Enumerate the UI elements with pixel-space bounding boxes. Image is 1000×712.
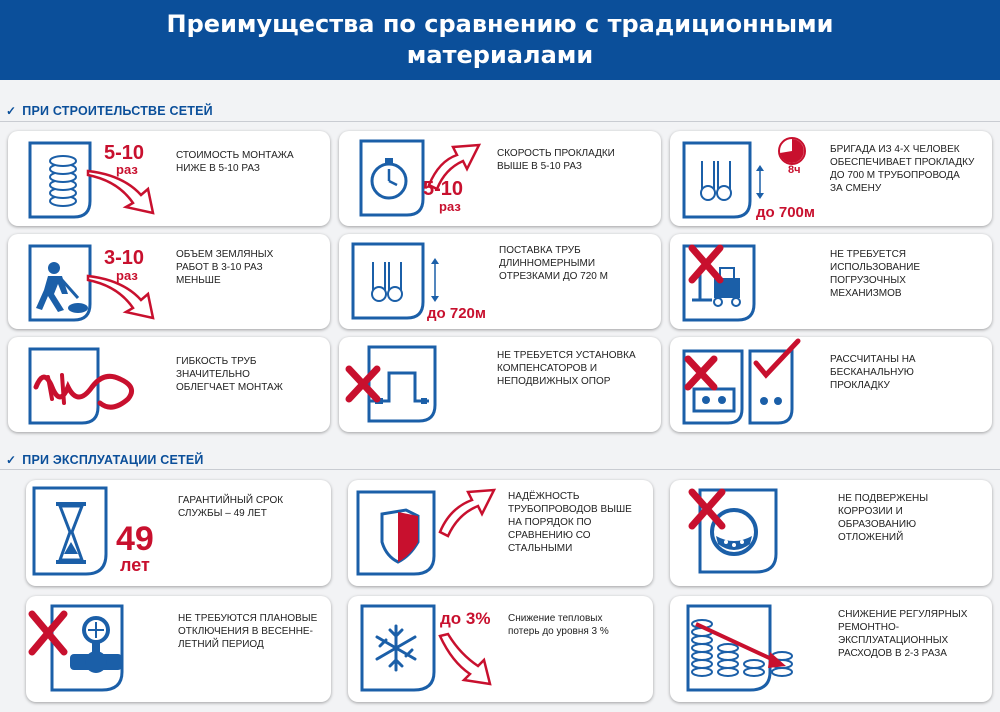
card-warranty bbox=[26, 480, 331, 586]
compensator-crossed-icon bbox=[339, 337, 499, 432]
cost-number: 5-10 bbox=[104, 142, 145, 164]
heat-loss-number: до 3% bbox=[440, 609, 491, 628]
no-compensators-text: НЕ ТРЕБУЕТСЯ УСТАНОВКА КОМПЕНСАТОРОВ И НЕПОДВИЖНЫХ ОПОР bbox=[497, 350, 636, 387]
pipe-section-crossed-icon bbox=[670, 480, 820, 586]
card-no-lifting bbox=[670, 234, 992, 329]
repair-costs-text: СНИЖЕНИЕ РЕГУЛЯРНЫХ РЕМОНТНО- ЭКСПЛУАТАЦИОННЫХ РАСХОДОВ В 2-3 РАЗА bbox=[838, 609, 968, 659]
flexible-pipe-icon bbox=[8, 337, 178, 432]
cost-text: СТОИМОСТЬ МОНТАЖА НИЖЕ В 5-10 РАЗ bbox=[176, 150, 294, 174]
long-pipes-text: ПОСТАВКА ТРУБ ДЛИННОМЕРНЫМИ ОТРЕЗКАМИ ДО 720 М bbox=[499, 245, 608, 282]
earthworks-unit: раз bbox=[116, 268, 138, 283]
card-channelless bbox=[670, 337, 992, 432]
speed-text: СКОРОСТЬ ПРОКЛАДКИ ВЫШЕ В 5-10 РАЗ bbox=[497, 148, 615, 172]
card-long-pipes bbox=[339, 234, 661, 329]
checkmark-icon: ✓ bbox=[6, 104, 17, 118]
earthworks-text: ОБЪЕМ ЗЕМЛЯНЫХ РАБОТ В 3-10 РАЗ МЕНЬШЕ bbox=[176, 249, 274, 286]
falling-coins-icon bbox=[670, 596, 820, 702]
corrosion-text: НЕ ПОДВЕРЖЕНЫ КОРРОЗИИ И ОБРАЗОВАНИЮ ОТЛОЖЕНИЙ bbox=[838, 493, 929, 543]
card-brigade bbox=[670, 131, 992, 226]
divider bbox=[0, 121, 1000, 122]
card-flexibility bbox=[8, 337, 330, 432]
page-title-line2: материалами bbox=[406, 41, 594, 69]
section-title-operation: ✓ ПРИ ЭКСПЛУАТАЦИИ СЕТЕЙ bbox=[6, 453, 204, 467]
cost-unit: раз bbox=[116, 162, 138, 177]
flexibility-text: ГИБКОСТЬ ТРУБ ЗНАЧИТЕЛЬНО ОБЛЕГЧАЕТ МОНТАЖ bbox=[176, 356, 283, 393]
page-title-line1: Преимущества по сравнению с традиционными bbox=[166, 10, 834, 38]
shield-icon bbox=[348, 480, 498, 586]
digger-icon bbox=[8, 234, 178, 329]
brigade-clock-label: 8ч bbox=[788, 164, 801, 176]
card-laying-speed bbox=[339, 131, 661, 226]
divider bbox=[0, 469, 1000, 470]
forklift-crossed-icon bbox=[670, 234, 820, 329]
no-lifting-text: НЕ ТРЕБУЕТСЯ ИСПОЛЬЗОВАНИЕ ПОГРУЗОЧНЫХ МЕХАНИЗМОВ bbox=[830, 249, 921, 299]
warranty-unit: лет bbox=[120, 555, 150, 575]
card-corrosion bbox=[670, 480, 992, 586]
channel-laying-icon bbox=[670, 337, 820, 432]
card-earthworks bbox=[8, 234, 330, 329]
section-title-construction: ✓ ПРИ СТРОИТЕЛЬСТВЕ СЕТЕЙ bbox=[6, 104, 213, 118]
card-installation-cost bbox=[8, 131, 330, 226]
warranty-text: ГАРАНТИЙНЫЙ СРОК СЛУЖБЫ – 49 ЛЕТ bbox=[178, 495, 284, 519]
card-no-shutdowns bbox=[26, 596, 331, 702]
card-no-compensators bbox=[339, 337, 661, 432]
warranty-number: 49 bbox=[116, 520, 154, 558]
brigade-number: до 700м bbox=[756, 204, 815, 221]
speed-unit: раз bbox=[439, 199, 461, 214]
card-reliability bbox=[348, 480, 653, 586]
channelless-text: РАССЧИТАНЫ НА БЕСКАНАЛЬНУЮ ПРОКЛАДКУ bbox=[830, 354, 916, 391]
brigade-text: БРИГАДА ИЗ 4-Х ЧЕЛОВЕК ОБЕСПЕЧИВАЕТ ПРОКЛАДКУ ДО 700 М ТРУБОПРОВОДА ЗА СМЕНУ bbox=[830, 144, 975, 194]
page-header bbox=[0, 0, 1000, 80]
checkmark-icon: ✓ bbox=[6, 453, 17, 467]
no-shutdowns-text: НЕ ТРЕБУЮТСЯ ПЛАНОВЫЕ ОТКЛЮЧЕНИЯ В ВЕСЕННЕ- ЛЕТНИЙ ПЕРИОД bbox=[178, 613, 318, 650]
earthworks-number: 3-10 bbox=[104, 247, 145, 269]
coins-icon bbox=[8, 131, 178, 226]
valve-crossed-icon bbox=[26, 596, 166, 702]
reliability-text: НАДЁЖНОСТЬ ТРУБОПРОВОДОВ ВЫШЕ НА ПОРЯДОК ПО СРАВНЕНИЮ СО СТАЛЬНЫМИ bbox=[508, 491, 632, 554]
heat-loss-text: Снижение тепловых потерь до уровня 3 % bbox=[508, 613, 609, 637]
card-repair-costs bbox=[670, 596, 992, 702]
card-heat-loss bbox=[348, 596, 653, 702]
speed-number: 5-10 bbox=[423, 178, 464, 200]
long-pipes-number: до 720м bbox=[427, 305, 486, 322]
